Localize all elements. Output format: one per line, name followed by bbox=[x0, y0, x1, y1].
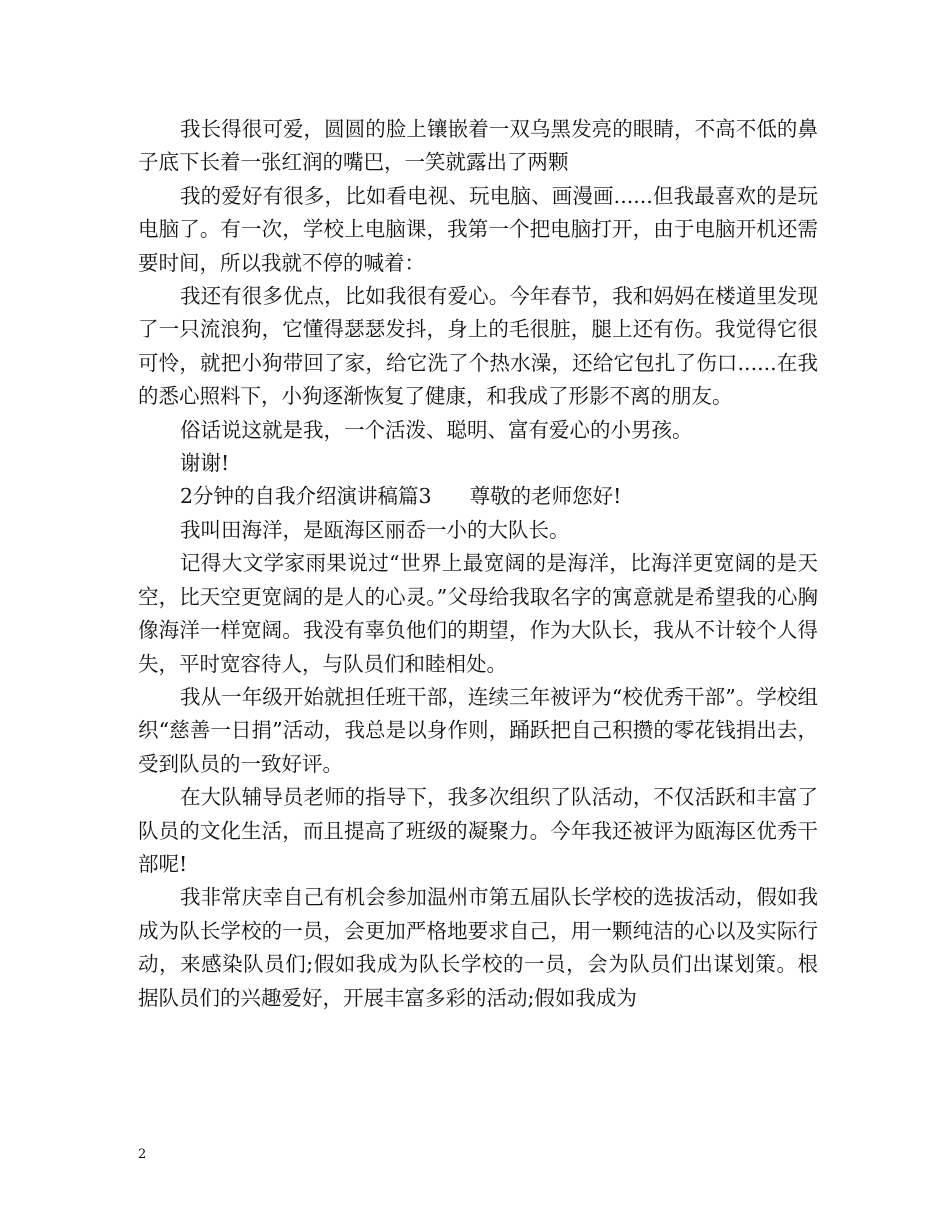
paragraph-strengths: 我还有很多优点，比如我很有爱心。今年春节，我和妈妈在楼道里发现了一只流浪狗，它懂得瑟瑟发抖，身上的毛很脏，腿上还有伤。我觉得它很可怜，就把小狗带回了家，给它洗了个热水澡，还给它包扎了伤口......在我的悉心照料下，小狗逐渐恢复了健康，和我成了形影不离的朋友。 bbox=[138, 284, 818, 409]
paragraph-thanks: 谢谢! bbox=[180, 451, 230, 476]
paragraph-activities: 在大队辅导员老师的指导下，我多次组织了队活动，不仅活跃和丰富了队员的文化生活，而且提高了班级的凝聚力。今年我还被评为瓯海区优秀干部呢! bbox=[138, 785, 818, 876]
paragraph-selection: 我非常庆幸自己有机会参加温州市第五届队长学校的选拔活动，假如我成为队长学校的一员，会更加严格地要求自己，用一颗纯洁的心以及实际行动，来感染队员们;假如我成为队长学校的一员，会为队员们出谋划策。根据队员们的兴趣爱好，开展丰富多彩的活动;假如我成为 bbox=[138, 885, 818, 1010]
page-number: 2 bbox=[138, 1147, 147, 1162]
paragraph-intro: 我叫田海洋，是瓯海区丽岙一小的大队长。 bbox=[180, 517, 570, 542]
paragraph-hobbies: 我的爱好有很多，比如看电视、玩电脑、画漫画......但我最喜欢的是玩电脑了。有一次，学校上电脑课，我第一个把电脑打开，由于电脑开机还需要时间，所以我就不停的喊着： bbox=[138, 183, 818, 275]
document-body bbox=[138, 113, 818, 1015]
section-greeting: 尊敬的老师您好! bbox=[469, 484, 622, 509]
paragraph-appearance: 我长得很可爱，圆圆的脸上镶嵌着一双乌黑发亮的眼睛，不高不低的鼻子底下长着一张红润的嘴巴，一笑就露出了两颗 bbox=[138, 117, 818, 175]
paragraph-summary: 俗话说这就是我，一个活泼、聪明、富有爱心的小男孩。 bbox=[180, 417, 693, 442]
paragraph-name-meaning: 记得大文学家雨果说过“世界上最宽阔的是海洋，比海洋更宽阔的是天空，比天空更宽阔的是人的心灵。”父母给我取名字的寓意就是希望我的心胸像海洋一样宽阔。我没有辜负他们的期望，作为大队长，我从不计较个人得失，平时宽容待人，与队员们和睦相处。 bbox=[138, 551, 818, 676]
section-title: 2分钟的自我介绍演讲稿篇3 bbox=[180, 484, 432, 509]
section-heading bbox=[138, 480, 818, 513]
paragraph-cadre: 我从一年级开始就担任班干部，连续三年被评为“校优秀干部”。学校组织“慈善一日捐”活动，我总是以身作则，踊跃把自己积攒的零花钱捐出去，受到队员的一致好评。 bbox=[138, 684, 818, 776]
